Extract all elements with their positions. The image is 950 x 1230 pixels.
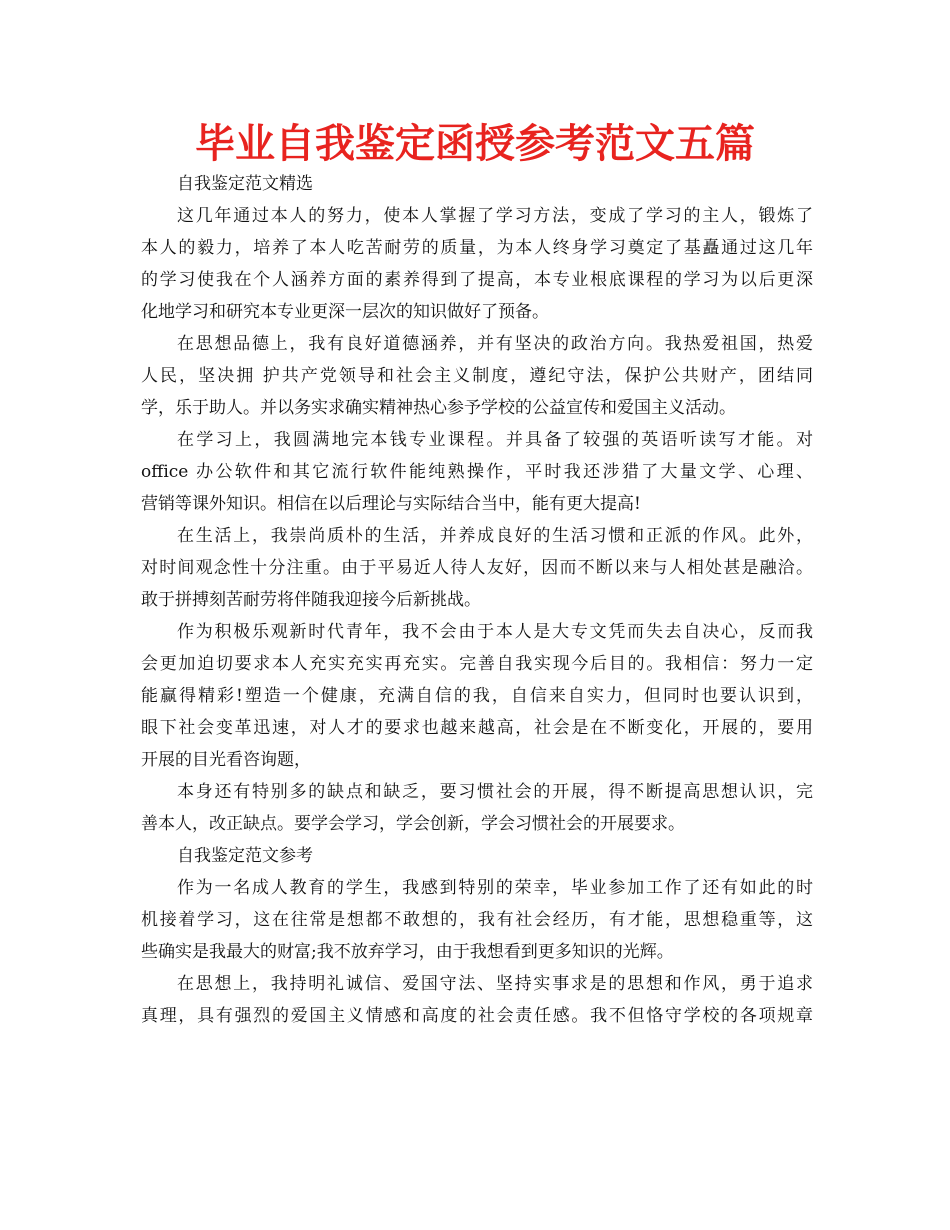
text-line: 能赢得精彩!塑造一个健康，充满自信的我，自信来自实力，但同时也要认识到， xyxy=(141,686,813,706)
text-line: 在学习上，我圆满地完本钱专业课程。并具备了较强的英语听读写才能。对 xyxy=(177,430,813,450)
text-line: 些确实是我最大的财富;我不放弃学习，由于我想看到更多知识的光辉。 xyxy=(141,942,674,962)
text-line: 眼下社会变革迅速，对人才的要求也越来越高，社会是在不断变化，开展的，要用 xyxy=(141,718,813,738)
text-line: 对时间观念性十分注重。由于平易近人待人友好，因而不断以来与人相处甚是融洽。 xyxy=(141,558,813,578)
text-line: 本人的毅力，培养了本人吃苦耐劳的质量，为本人终身学习奠定了基矗通过这几年 xyxy=(141,238,813,258)
document-title: 毕业自我鉴定函授参考范文五篇 xyxy=(195,121,755,167)
text-line: 营销等课外知识。相信在以后理论与实际结合当中，能有更大提高! xyxy=(141,494,641,514)
text-line: office 办公软件和其它流行软件能纯熟操作，平时我还涉猎了大量文学、心理、 xyxy=(141,462,813,482)
text-line: 人民，坚决拥 护共产党领导和社会主义制度，遵纪守法，保护公共财产，团结同 xyxy=(141,366,813,386)
text-line: 化地学习和研究本专业更深一层次的知识做好了预备。 xyxy=(141,302,549,322)
text-line: 作为一名成人教育的学生，我感到特别的荣幸，毕业参加工作了还有如此的时 xyxy=(177,878,813,898)
text-line: 善本人，改正缺点。要学会学习，学会创新，学会习惯社会的开展要求。 xyxy=(141,814,685,834)
text-line: 本身还有特别多的缺点和缺乏，要习惯社会的开展，得不断提高思想认识，完 xyxy=(177,782,813,802)
text-line: 敢于拼搏刻苦耐劳将伴随我迎接今后新挑战。 xyxy=(141,590,481,610)
text-line: 的学习使我在个人涵养方面的素养得到了提高，本专业根底课程的学习为以后更深 xyxy=(141,270,813,290)
document-body xyxy=(141,168,813,1032)
text-line: 自我鉴定范文参考 xyxy=(177,846,313,866)
text-line: 自我鉴定范文精选 xyxy=(177,174,313,194)
text-line: 真理，具有强烈的爱国主义情感和高度的社会责任感。我不但恪守学校的各项规章 xyxy=(141,1006,813,1026)
text-line: 机接着学习，这在往常是想都不敢想的，我有社会经历，有才能，思想稳重等，这 xyxy=(141,910,813,930)
text-line: 这几年通过本人的努力，使本人掌握了学习方法，变成了学习的主人，锻炼了 xyxy=(177,206,813,226)
text-line: 在思想上，我持明礼诚信、爱国守法、坚持实事求是的思想和作风，勇于追求 xyxy=(177,974,813,994)
text-line: 作为积极乐观新时代青年，我不会由于本人是大专文凭而失去自决心，反而我 xyxy=(177,622,813,642)
text-line: 开展的目光看咨询题， xyxy=(141,750,311,770)
text-line: 学，乐于助人。并以务实求确实精神热心参予学校的公益宣传和爱国主义活动。 xyxy=(141,398,736,418)
text-line: 在思想品德上，我有良好道德涵养，并有坚决的政治方向。我热爱祖国，热爱 xyxy=(177,334,813,354)
text-line: 在生活上，我崇尚质朴的生活，并养成良好的生活习惯和正派的作风。此外， xyxy=(177,526,813,546)
text-line: 会更加迫切要求本人充实充实再充实。完善自我实现今后目的。我相信：努力一定 xyxy=(141,654,813,674)
